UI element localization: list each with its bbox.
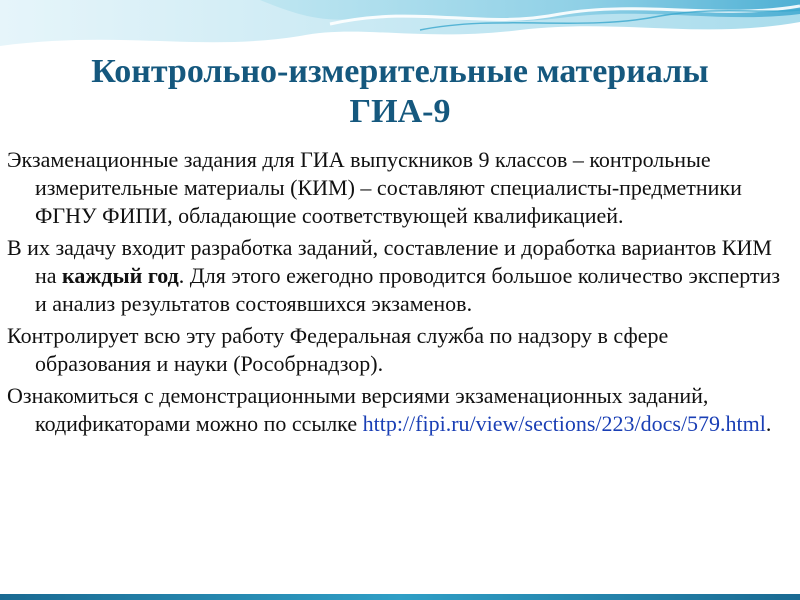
slide-title [0,52,800,132]
paragraph-development-bold: каждый год [62,263,179,288]
slide-title-line-2: ГИА-9 [349,93,451,130]
bottom-accent-bar [0,594,800,600]
slide-body [7,146,787,442]
slide-title-line-1: Контрольно-измерительные материалы [91,53,709,90]
paragraph-development-text-start: В их задачу входит разработка заданий, составление и доработка вариантов КИМ на [7,235,772,288]
paragraph-demo-versions-text: Ознакомиться с демонстрационными версиями экзаменационных заданий, кодификаторами можно по ссылке [7,383,709,436]
paragraph-development-text-end: . Для этого ежегодно проводится большое количество экспертиз и анализ результатов состоявшихся экзаменов. [35,263,781,316]
paragraph-demo-versions [7,382,787,438]
paragraph-development [7,234,787,318]
fipi-link[interactable]: http://fipi.ru/view/sections/223/docs/579.html [362,411,766,436]
paragraph-oversight: Контролирует всю эту работу Федеральная служба по надзору в сфере образования и науки (Рособрнадзор). [7,323,669,376]
paragraph-demo-versions-period: . [765,411,772,436]
paragraph-exam-tasks: Экзаменационные задания для ГИА выпускников 9 классов – контрольные измерительные материалы (КИМ) – составляют специалисты-предметники ФГНУ ФИПИ, обладающие соответствующей квалификацией. [7,147,742,228]
